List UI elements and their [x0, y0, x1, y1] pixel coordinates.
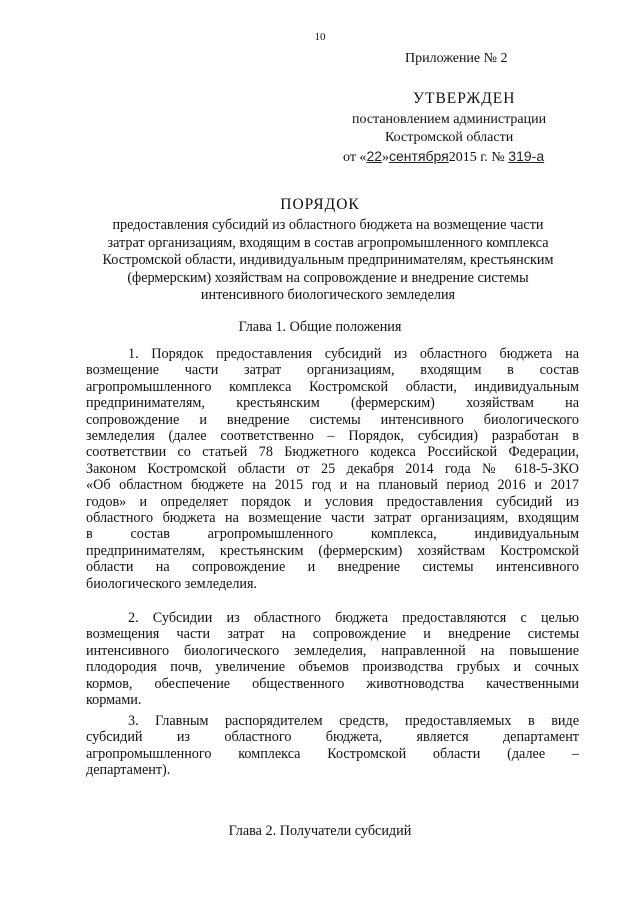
chapter-2-heading: Глава 2. Получатели субсидий	[228, 823, 412, 839]
date-year: 2015 г. №	[448, 150, 505, 165]
decree-number: 319-а	[508, 148, 545, 164]
approval-line-2: Костромской области	[385, 130, 514, 145]
approval-heading: УТВЕРЖДЕН	[413, 90, 516, 107]
subtitle-line: затрат организациям, входящим в состав агропромышленного комплекса	[107, 234, 549, 251]
text-line: сопровождение и внедрение системы интенсивного биологического	[86, 411, 579, 428]
text-line: в состав агропромышленного комплекса, индивидуальным	[86, 526, 579, 543]
date-day: 22	[366, 148, 383, 164]
paragraph-3	[86, 713, 579, 779]
subtitle-line: предоставления субсидий из областного бюджета на возмещение части	[112, 217, 544, 233]
approval-line-1: постановлением администрации	[352, 112, 547, 127]
date-prefix: от «	[343, 150, 367, 165]
text-line: агропромышленного комплекса Костромской области, индивидуальным	[86, 378, 579, 395]
text-line: департамент).	[86, 762, 171, 779]
subtitle-line: интенсивного биологического земледелия	[200, 287, 456, 303]
date-mid: »	[382, 150, 390, 165]
text-line: 2. Субсидии из областного бюджета предоставляются с целью	[128, 610, 579, 626]
text-line: 3. Главным распорядителем средств, предоставляемых в виде	[128, 713, 579, 729]
text-line: соответствии со статьей 78 Бюджетного кодекса Российской Федерации,	[86, 444, 579, 461]
text-line: возмещения части затрат на сопровождение и внедрение системы	[86, 626, 579, 643]
date-month: сентября	[389, 148, 449, 164]
text-line: кормов, обеспечение общественного животноводства качественными	[86, 675, 579, 692]
subtitle-line: Костромской области, индивидуальным предпринимателям, крестьянским	[102, 252, 554, 268]
text-line: биологического земледелия.	[86, 575, 258, 592]
subtitle-line: (фермерским) хозяйствам на сопровождение и внедрение системы	[127, 269, 529, 286]
approval-date-line	[343, 148, 544, 166]
text-line: плодородия почв, увеличение объемов производства грубых и сочных	[86, 659, 579, 676]
paragraph-1	[86, 346, 579, 592]
text-line: интенсивного биологического земледелия, направленной на повышение	[86, 642, 579, 659]
text-line: «Об областном бюджете на 2015 год и на плановый период 2016 и 2017	[86, 477, 579, 494]
text-line: годов» и определяет порядок и условия предоставления субсидий из	[86, 493, 579, 510]
appendix-label: Приложение № 2	[405, 51, 508, 66]
text-line: Законом Костромской области от 25 декабря 2014 года № 618-5-ЗКО	[86, 460, 579, 477]
text-line: областного бюджета на возмещение части затрат организациям, входящим	[86, 510, 579, 527]
paragraph-2	[86, 610, 579, 708]
text-line: 1. Порядок предоставления субсидий из областного бюджета на	[128, 346, 579, 362]
text-line: предпринимателям, крестьянским (фермерским) хозяйствам на	[86, 395, 579, 412]
document-subtitle	[82, 217, 574, 305]
text-line: земледелия (далее соответственно – Порядок, субсидия) разработан в	[86, 428, 579, 445]
document-title: ПОРЯДОК	[280, 196, 360, 213]
text-line: субсидий из областного бюджета, является департамент	[86, 729, 579, 746]
text-line: области на сопровождение и внедрение системы интенсивного	[86, 559, 579, 576]
page-number: 10	[314, 31, 326, 43]
chapter-1-heading: Глава 1. Общие положения	[238, 319, 402, 335]
text-line: возмещение части затрат организациям, входящим в состав	[86, 362, 579, 379]
text-line: агропромышленного комплекса Костромской области (далее –	[86, 745, 579, 762]
text-line: кормами.	[86, 692, 142, 709]
text-line: предпринимателям, крестьянским (фермерским) хозяйствам Костромской	[86, 542, 579, 559]
